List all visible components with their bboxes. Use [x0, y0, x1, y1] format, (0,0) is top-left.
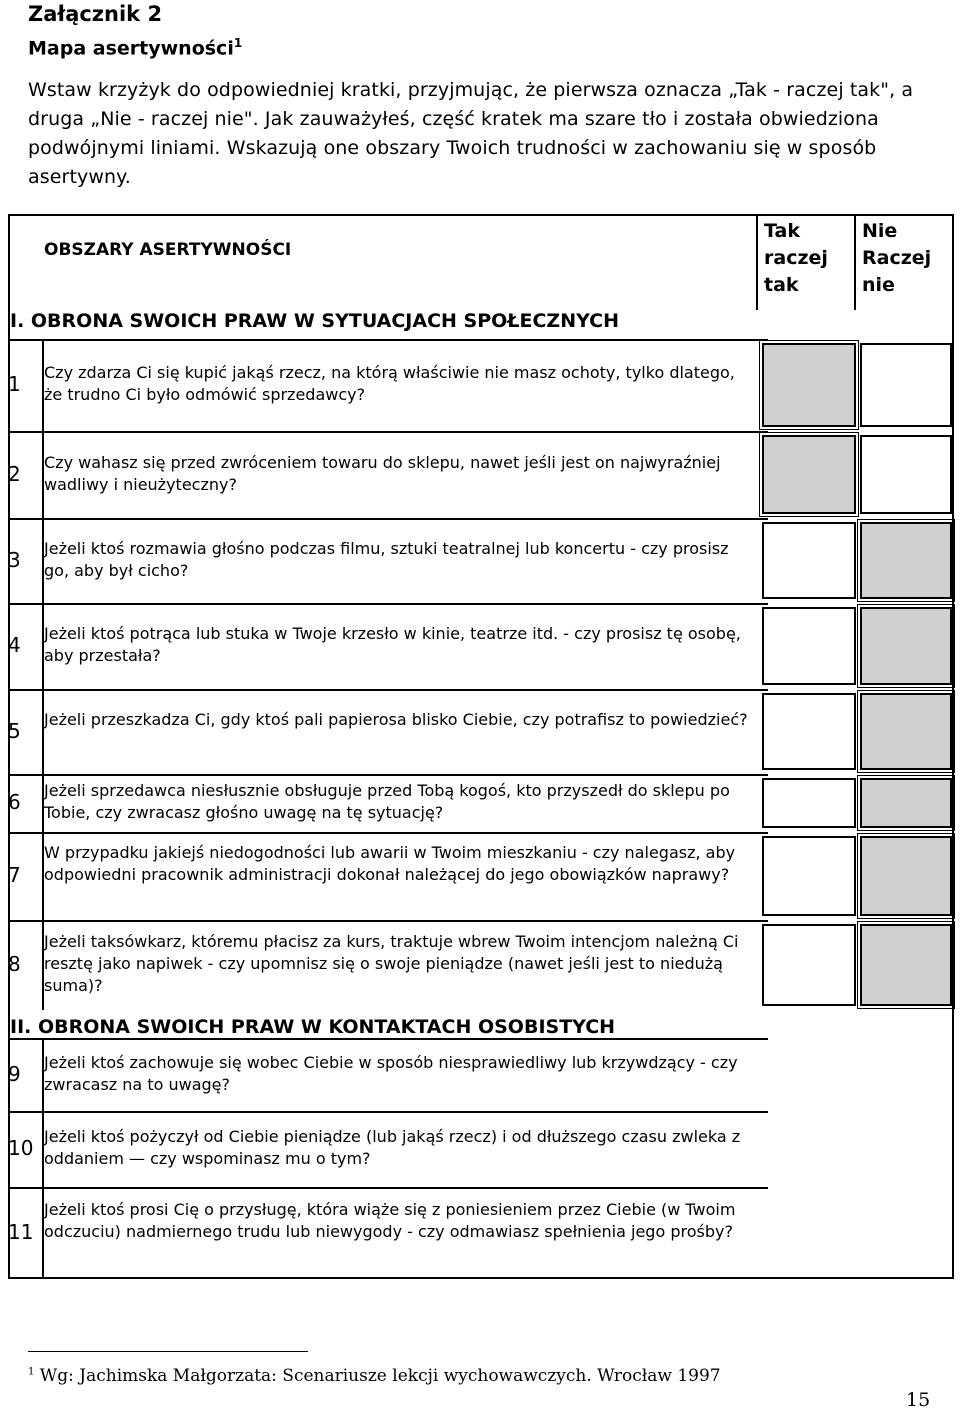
question-number: 1 [8, 372, 21, 396]
answer-yes-box[interactable] [762, 778, 856, 828]
row-separator [8, 431, 768, 433]
section-1-heading: I. OBRONA SWOICH PRAW W SYTUACJACH SPOŁECZNYCH [10, 310, 620, 332]
answer-yes-box[interactable] [762, 607, 856, 685]
answer-no-box[interactable] [860, 924, 952, 1006]
column-no-line-1: Nie [862, 220, 898, 242]
question-number: 4 [8, 633, 21, 657]
column-yes-line-2: raczej [764, 247, 828, 269]
row-separator [8, 1038, 768, 1040]
page-number: 15 [906, 1389, 931, 1411]
question-text: Jeżeli ktoś zachowuje się wobec Ciebie w sposób niesprawiedliwy lub krzywdzący - czy zwracasz na to uwagę? [44, 1052, 738, 1094]
subtitle-text: Mapa asertywności [28, 37, 234, 60]
column-no-line-2: Raczej [862, 247, 932, 269]
answer-no-box[interactable] [860, 435, 952, 514]
answer-yes-box[interactable] [762, 435, 856, 514]
question-text: Jeżeli taksówkarz, któremu płacisz za kurs, traktuje wbrew Twoim intencjom należną Ci resztę jako napiwek - czy upomnisz się o swoje pieniądze (nawet jeśli jest to niedużą suma)? [44, 932, 739, 995]
column-no-line-3: nie [862, 274, 895, 296]
row-separator [8, 1111, 768, 1113]
footnote-separator [28, 1351, 308, 1352]
question-text: Jeżeli ktoś pożyczył od Ciebie pieniądze (lub jakąś rzecz) i od dłuższego czasu zwleka z oddaniem — czy wspominasz mu o tym? [44, 1127, 741, 1168]
answer-yes-box[interactable] [762, 924, 856, 1006]
row-separator [8, 774, 768, 776]
column-yes-line-3: tak [764, 274, 799, 296]
row-separator [8, 339, 768, 341]
question-number: 8 [8, 952, 21, 976]
question-text: W przypadku jakiejś niedogodności lub awarii w Twoim mieszkaniu - czy nalegasz, aby odpowiedni pracownik administracji dokonał należącej do jego obowiązków naprawy? [44, 843, 736, 884]
question-number: 3 [8, 547, 21, 572]
question-text: Jeżeli przeszkadza Ci, gdy ktoś pali papierosa blisko Ciebie, czy potrafisz to powiedzieć? [44, 709, 748, 729]
answer-no-box[interactable] [860, 607, 952, 685]
question-text: Czy wahasz się przed zwróceniem towaru do sklepu, nawet jeśli jest on najwyraźniej wadliwy i nieużyteczny? [44, 452, 721, 494]
answer-no-box[interactable] [860, 778, 952, 828]
row-separator [8, 603, 768, 605]
row-separator [8, 1187, 768, 1189]
column-yes-header [764, 218, 828, 299]
row-separator [8, 920, 768, 922]
number-column-divider [42, 691, 44, 774]
instructions-paragraph: Wstaw krzyżyk do odpowiedniej kratki, przyjmując, że pierwsza oznacza „Tak - raczej tak", a druga „Nie - raczej nie". Jak zauważyłeś, część kratek ma szare tło i została obwiedziona podwójnymi liniami. Wskazują one obszary Twoich trudności w zachowaniu się w sposób asertywny. [28, 79, 914, 188]
areas-header: OBSZARY ASERTYWNOŚCI [44, 240, 292, 260]
answer-yes-box[interactable] [762, 343, 856, 427]
question-text: Jeżeli sprzedawca niesłusznie obsługuje przed Tobą kogoś, kto przyszedł do sklepu po Tobie, czy zwracasz głośno uwagę na tę sytuację? [44, 781, 730, 822]
footnote-ref: 1 [233, 36, 243, 50]
question-text: Czy zdarza Ci się kupić jakąś rzecz, na którą właściwie nie masz ochoty, tylko dlatego, że trudno Ci było odmówić sprzedawcy? [44, 363, 735, 404]
answer-no-box[interactable] [860, 522, 952, 599]
answer-no-box[interactable] [860, 836, 952, 916]
question-text: Jeżeli ktoś rozmawia głośno podczas filmu, sztuki teatralnej lub koncertu - czy prosisz go, aby był cicho? [44, 538, 729, 580]
header-divider-2 [854, 214, 856, 310]
section-2-heading: II. OBRONA SWOICH PRAW W KONTAKTACH OSOBISTYCH [10, 1016, 616, 1038]
question-number: 2 [8, 461, 21, 486]
answer-no-box[interactable] [860, 693, 952, 770]
footnote-mark: 1 [28, 1366, 35, 1378]
question-number: 9 [8, 1061, 21, 1086]
answer-yes-box[interactable] [762, 836, 856, 916]
question-text: Jeżeli ktoś potrąca lub stuka w Twoje krzesło w kinie, teatrze itd. - czy prosisz tę osobę, aby przestała? [44, 624, 741, 665]
footnote-text: Wg: Jachimska Małgorzata: Scenariusze lekcji wychowawczych. Wrocław 1997 [39, 1366, 721, 1386]
question-number: 6 [8, 790, 21, 814]
header-divider-1 [756, 214, 758, 310]
question-number: 7 [8, 863, 21, 887]
answer-yes-box[interactable] [762, 522, 856, 599]
question-number: 10 [8, 1136, 34, 1160]
annex-title: Załącznik 2 [28, 2, 163, 26]
row-separator [8, 689, 768, 691]
question-text: Jeżeli ktoś prosi Cię o przysługę, która wiąże się z poniesieniem przez Ciebie (w Twoim odczuciu) nadmiernego trudu lub niewygody - czy odmawiasz spełnienia jego prośby? [44, 1200, 736, 1241]
answer-yes-box[interactable] [762, 693, 856, 770]
question-number: 5 [8, 718, 21, 743]
answer-no-box[interactable] [860, 343, 952, 427]
column-yes-line-1: Tak [764, 220, 800, 242]
question-number: 11 [8, 1220, 34, 1244]
row-separator [8, 518, 768, 520]
footnote [28, 1366, 721, 1386]
row-separator [8, 832, 768, 834]
column-no-header [862, 218, 931, 299]
document-subtitle [28, 36, 242, 59]
